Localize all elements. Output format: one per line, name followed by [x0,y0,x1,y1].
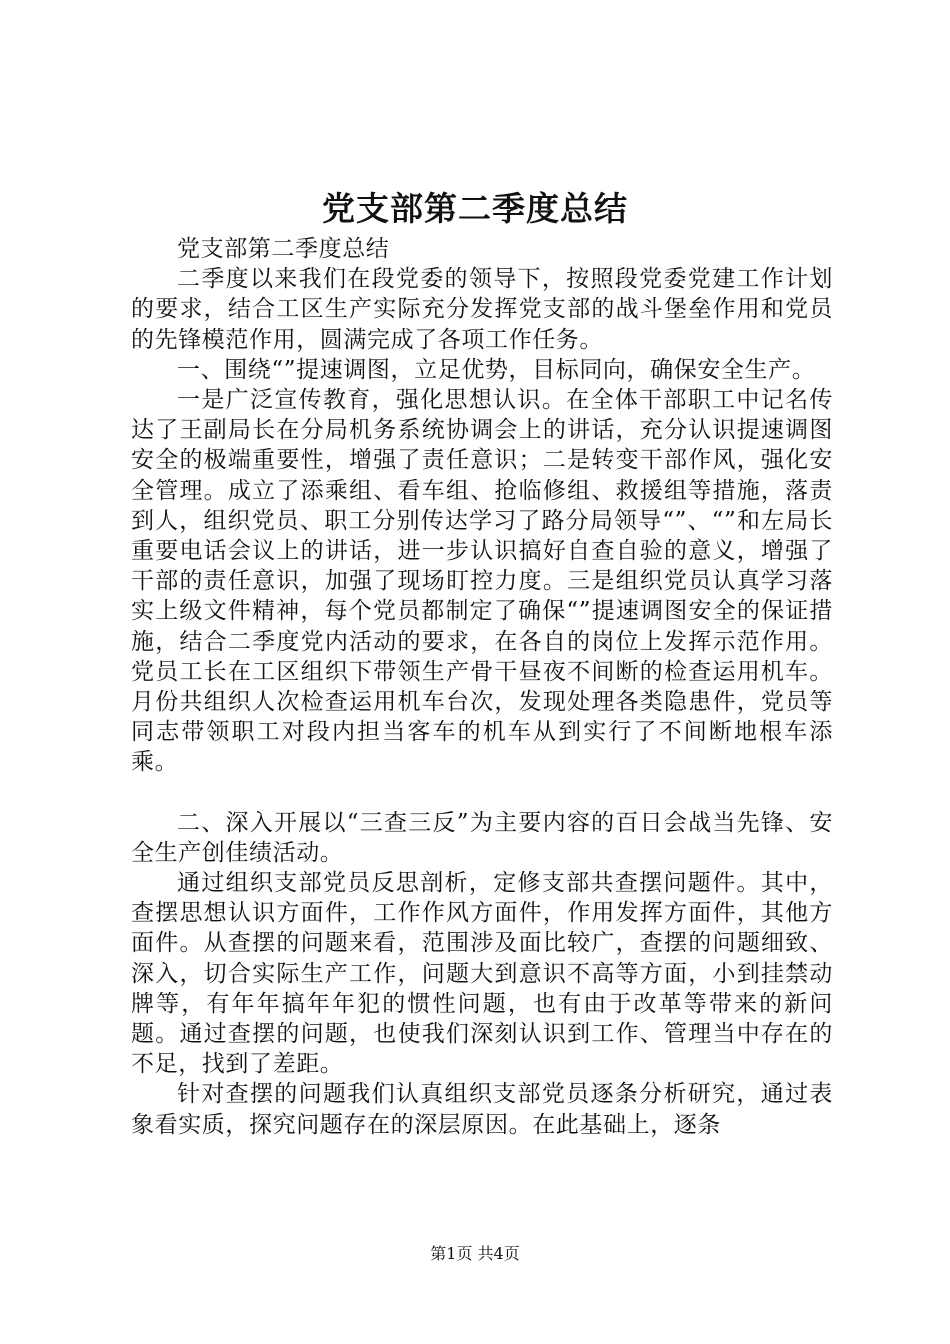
section-heading-1: 一、围绕“”提速调图，立足优势，目标同向，确保安全生产。 [177,356,816,383]
paragraph-section-1-body: 一是广泛宣传教育，强化思想认识。在全体干部职工中记名传达了王副局长在分局机务系统协调会上的讲话，充分认识提速调图安全的极端重要性，增强了责任意识；二是转变干部作风，强化安全管理。成立了添乘组、看车组、抢临修组、救援组等措施，落责到人，组织党员、职工分别传达学习了路分局领导“”、“”和左局长重要电话会议上的讲话，进一步认识搞好自查自验的意义，增强了干部的责任意识，加强了现场盯控力度。三是组织党员认真学习落实上级文件精神，每个党员都制定了确保“”提速调图安全的保证措施，结合二季度党内活动的要求，在各自的岗位上发挥示范作用。党员工长在工区组织下带领生产骨干昼夜不间断的检查运用机车。月份共组织人次检查运用机车台次，发现处理各类隐患件，党员等同志带领职工对段内担当客车的机车从到实行了不间断地根车添乘。 [131,387,833,776]
paragraph-intro: 二季度以来我们在段党委的领导下，按照段党委党建工作计划的要求，结合工区生产实际充分发挥党支部的战斗堡垒作用和党员的先锋模范作用，圆满完成了各项工作任务。 [131,266,833,353]
page-number-footer: 第1页 共4页 [430,1244,520,1263]
paragraph-section-2-body: 通过组织支部党员反思剖析，定修支部共查摆问题件。其中，查摆思想认识方面件，工作作风方面件，作用发挥方面件，其他方面件。从查摆的问题来看，范围涉及面比较广，查摆的问题细致、深入，切合实际生产工作，问题大到意识不高等方面，小到挂禁动牌等，有年年搞年年犯的惯性问题，也有由于改革等带来的新问题。通过查摆的问题，也使我们深刻认识到工作、管理当中存在的不足，找到了差距。 [131,870,833,1078]
document-body [131,234,833,1140]
page-title: 党支部第二季度总结 [322,189,628,228]
paragraph-section-2-analysis: 针对查摆的问题我们认真组织支部党员逐条分析研究，通过表象看实质，探究问题存在的深层原因。在此基础上，逐条 [131,1081,833,1138]
paragraph-subtitle: 党支部第二季度总结 [177,236,390,262]
section-heading-2: 二、深入开展以“三查三反”为主要内容的百日会战当先锋、安全生产创佳绩活动。 [131,809,833,866]
